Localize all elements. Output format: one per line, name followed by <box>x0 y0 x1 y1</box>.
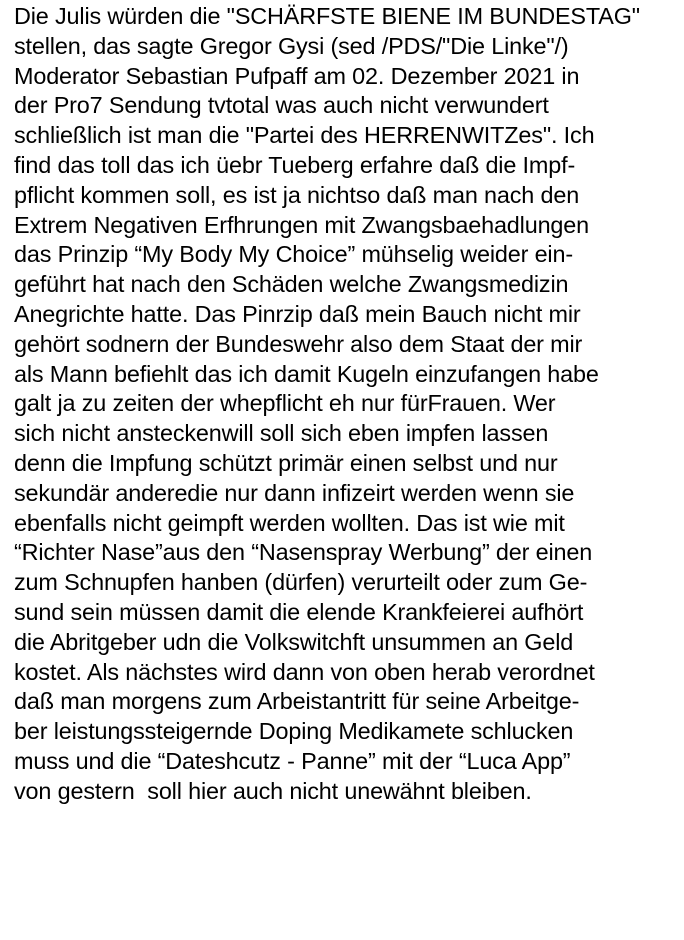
text-line: zum Schnupfen hanben (dürfen) verurteilt oder zum Ge- <box>14 569 588 596</box>
text-line: Moderator Sebastian Pufpaff am 02. Dezember 2021 in <box>14 62 580 89</box>
text-line: muss und die “Dateshcutz - Panne” mit der “Luca App” <box>14 747 571 774</box>
text-line: pflicht kommen soll, es ist ja nichtso daß man nach den <box>14 181 580 208</box>
text-line: stellen, das sagte Gregor Gysi (sed /PDS/"Die Linke"/) <box>14 32 569 59</box>
text-line: sich nicht ansteckenwill soll sich eben impfen lassen <box>14 420 549 447</box>
text-line: der Pro7 Sendung tvtotal was auch nicht verwundert <box>14 92 549 119</box>
text-line: die Abritgeber udn die Volkswitchft unsummen an Geld <box>14 628 574 655</box>
text-line: “Richter Nase”aus den “Nasenspray Werbung” der einen <box>14 539 593 566</box>
text-line: Extrem Negativen Erfhrungen mit Zwangsbaehadlungen <box>14 211 590 238</box>
text-line: von gestern soll hier auch nicht unewähnt bleiben. <box>14 777 532 804</box>
text-line: Anegrichte hatte. Das Pinrzip daß mein Bauch nicht mir <box>14 300 581 327</box>
text-line: ebenfalls nicht geimpft werden wollten. Das ist wie mit <box>14 509 565 536</box>
text-line: als Mann befiehlt das ich damit Kugeln einzufangen habe <box>14 360 599 387</box>
text-line: geführt hat nach den Schäden welche Zwangsmedizin <box>14 271 569 298</box>
text-line: sund sein müssen damit die elende Krankfeierei aufhört <box>14 598 584 625</box>
text-line: sekundär anderedie nur dann infizeirt werden wenn sie <box>14 479 575 506</box>
text-line: kostet. Als nächstes wird dann von oben herab verordnet <box>14 658 595 685</box>
text-line: Die Julis würden die "SCHÄRFSTE BIENE IM BUNDESTAG" <box>14 3 640 29</box>
text-line: denn die Impfung schützt primär einen selbst und nur <box>14 449 558 476</box>
text-line: find das toll das ich üebr Tueberg erfahre daß die Impf- <box>14 151 576 178</box>
text-line: gehört sodnern der Bundeswehr also dem Staat der mir <box>14 330 583 357</box>
text-line: ber leistungssteigernde Doping Medikamete schlucken <box>14 718 574 745</box>
body-text <box>14 2 682 807</box>
text-line: daß man morgens zum Arbeistantritt für seine Arbeitge- <box>14 688 580 715</box>
text-line: galt ja zu zeiten der whepflicht eh nur fürFrauen. Wer <box>14 390 556 417</box>
text-line: schließlich ist man die "Partei des HERRENWITZes". Ich <box>14 122 595 149</box>
text-line: das Prinzip “My Body My Choice” mühselig weider ein- <box>14 241 573 268</box>
